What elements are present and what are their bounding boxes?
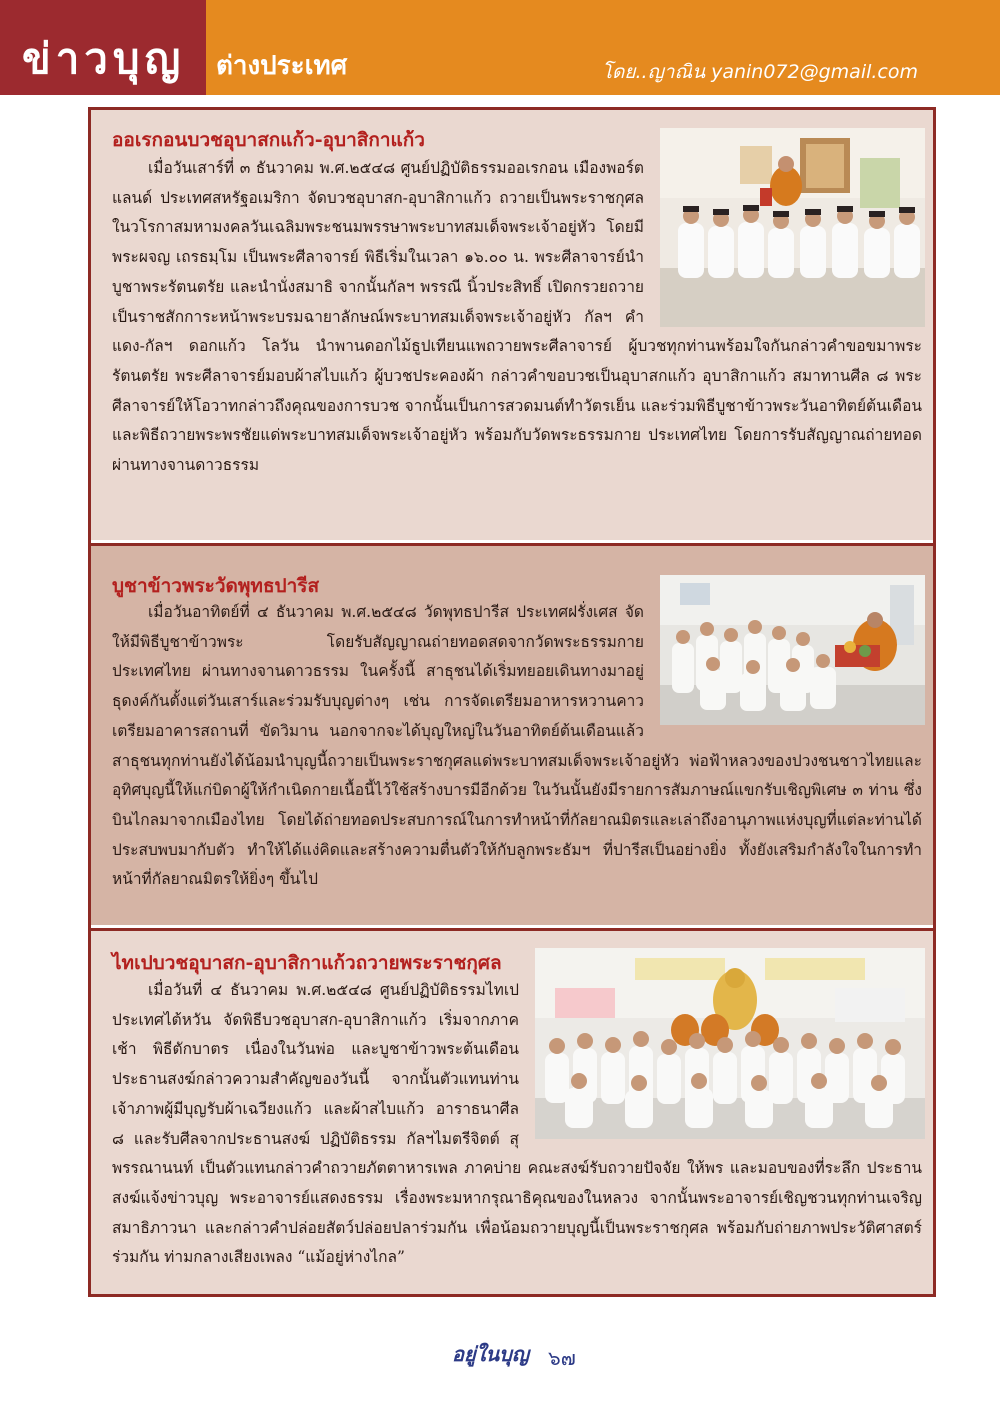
article-body [112, 976, 922, 1273]
article-title: ออเรกอนบวชอุบาสกแก้ว-อุบาสิกาแก้ว [112, 129, 425, 151]
article-paragraph: เมื่อวันที่ ๔ ธันวาคม พ.ศ.๒๕๔๘ ศูนย์ปฏิบัติธรรมไทเป ประเทศไต้หวัน จัดพิธีบวชอุบาสก-อุบาสิกาแก้ว เริ่มจากภาคเช้า พิธีตักบาตร เนื่องในวันพ่อ และบูชาข้าวพระต้นเดือน ประธานสงฆ์กล่าวความสำคัญของวันนี้ จากนั้นตัวแทนท่านเจ้าภาพผู้มีบุญรับผ้าเฉวียงแก้ว และผ้าสไบแก้ว อาราธนาศีล ๘ และรับศีลจากประธานสงฆ์ ปฏิบัติธรรม กัลฯไมตรีจิตต์ สุพรรณานนท์ เป็นตัวแทนกล่าวคำถวายภัตตาหารเพล ภาคบ่าย คณะสงฆ์รับถวายปัจจัย ให้พร และมอบของที่ระลึก ประธานสงฆ์แจ้งข่าวบุญ พระอาจารย์แสดงธรรม เรื่องพระมหากรุณาธิคุณของในหลวง จากนั้นพระอาจารย์เชิญชวนทุกท่านเจริญสมาธิภาวนา และกล่าวคำปล่อยสัตว์ปล่อยปลาร่วมกัน เพื่อน้อมถวายบุญนี้เป็นพระราชกุศล พร้อมกับถ่ายภาพประวัติศาสตร์ร่วมกัน ท่ามกลางเสียงเพลง “แม้อยู่ห่างไกล” [112, 981, 922, 1267]
magazine-logo: อยู่ในบุญ [452, 1342, 529, 1366]
header-subtitle: ต่างประเทศ [216, 51, 348, 81]
article-title: ไทเปบวชอุบาสก-อุบาสิกาแก้วถวายพระราชกุศล [112, 952, 502, 974]
article-title: บูชาข้าวพระวัดพุทธปารีส [112, 575, 320, 597]
photo-wrap-space [519, 976, 922, 1149]
article-paris [91, 543, 933, 925]
header-title: ข่าวบุญ [22, 34, 186, 83]
page-header [0, 0, 1000, 95]
article-body [112, 598, 922, 895]
article-paragraph: เมื่อวันเสาร์ที่ ๓ ธันวาคม พ.ศ.๒๕๔๘ ศูนย์ปฏิบัติธรรมออเรกอน เมืองพอร์ตแลนด์ ประเทศสหรัฐอเมริกา จัดบวชอุบาสก-อุบาสิกาแก้ว ถวายเป็นพระราชกุศลในวโรกาสมหามงคลวันเฉลิมพระชนมพรรษาพระบาทสมเด็จพระเจ้าอยู่หัว โดยมีพระผจญ เถรธมฺโม เป็นพระศีลาจารย์ พิธีเริ่มในเวลา ๑๖.๐๐ น. พระศีลาจารย์นำบูชาพระรัตนตรัย และนำนั่งสมาธิ จากนั้นกัลฯ พรรณี นิ้วประสิทธิ์ เปิดกรวยถวายเป็นราชสักการะหน้าพระบรมฉายาลักษณ์พระบาทสมเด็จพระเจ้าอยู่หัว กัลฯ คำแดง-กัลฯ ดอกแก้ว โลวัน นำพานดอกไม้ธูปเทียนแพถวายพระศีลาจารย์ ผู้บวชทุกท่านพร้อมใจกันกล่าวคำขอขมาพระรัตนตรัย พระศีลาจารย์มอบผ้าสไบแก้ว ผู้บวชประคองผ้า กล่าวคำขอบวชเป็นอุบาสกแก้ว อุบาสิกาแก้ว สมาทานศีล ๘ พระศีลาจารย์ให้โอวาทกล่าวถึงคุณของการบวช จากนั้นเป็นการสวดมนต์ทำวัตรเย็น และร่วมพิธีบูชาข้าวพระวันอาทิตย์ต้นเดือน และพิธีถวายพระพรชัยแด่พระบาทสมเด็จพระเจ้าอยู่หัว พร้อมกับวัดพระธรรมกาย ประเทศไทย โดยการรับสัญญาณถ่ายทอดผ่านทางจานดาวธรรม [112, 159, 922, 475]
header-byline: โดย..ญาณิน yanin072@gmail.com [601, 61, 918, 83]
article-paragraph: เมื่อวันอาทิตย์ที่ ๔ ธันวาคม พ.ศ.๒๕๔๘ วัดพุทธปารีส ประเทศฝรั่งเศส จัดให้มีพิธีบูชาข้าวพระ โดยรับสัญญาณถ่ายทอดสดจากวัดพระธรรมกาย ประเทศไทย ผ่านทางจานดาวธรรม ในครั้งนี้ สาธุชนได้เริ่มทยอยเดินทางมาอยู่ธุดงค์กันตั้งแต่วันเสาร์และร่วมรับบุญต่างๆ เช่น การจัดเตรียมอาหารหวานคาว เตรียมอาคารสถานที่ ขัดวิมาน นอกจากจะได้บุญใหญ่ในวันอาทิตย์ต้นเดือนแล้วสาธุชนทุกท่านยังได้น้อมนำบุญนี้ถวายเป็นพระราชกุศลแด่พระบาทสมเด็จพระเจ้าอยู่หัว พ่อฟ้าหลวงของปวงชนชาวไทยและอุทิศบุญนี้ให้แก่บิดาผู้ให้กำเนิดกายเนื้อนี้ไว้ใช้สร้างบารมีอีกด้วย ในวันนั้นยังมีรายการสัมภาษณ์แขกรับเชิญพิเศษ ๓ ท่าน ซึ่งบินไกลมาจากเมืองไทย โดยได้ถ่ายทอดประสบการณ์ในการทำหน้าที่กัลยาณมิตรและเล่าถึงอานุภาพแห่งบุญที่แต่ละท่านได้ประสบพบมากับตัว ทำให้ได้แง่คิดและสร้างความตื่นตัวให้กับลูกพระธัมฯ ที่ปารีสเป็นอย่างยิ่ง ทั้งยังเสริมกำลังใจในการทำหน้าที่กัลยาณมิตรให้ยิ่งๆ ขึ้นไป [112, 603, 922, 889]
article-body [112, 154, 922, 481]
article-oregon [91, 110, 933, 540]
page-number: ๖๗ [548, 1346, 576, 1370]
article-taipei [91, 928, 933, 1294]
photo-wrap-space [644, 598, 922, 742]
photo-wrap-space [644, 154, 922, 327]
